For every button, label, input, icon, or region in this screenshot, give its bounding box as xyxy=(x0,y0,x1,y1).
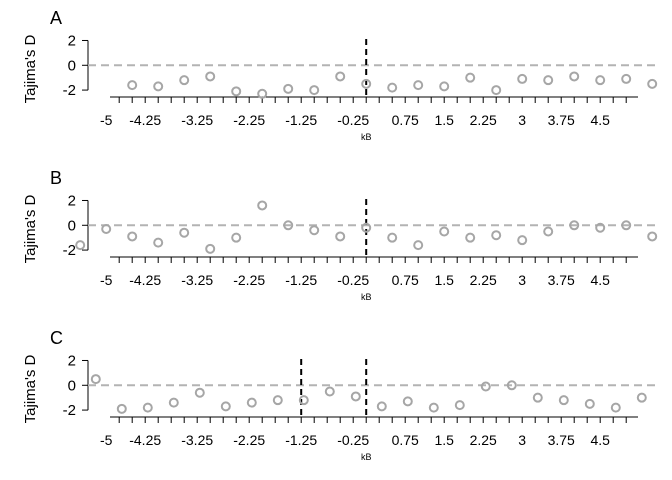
y-tick-label: 0 xyxy=(67,377,76,395)
x-tick-label: -0.25 xyxy=(337,432,370,448)
data-point xyxy=(414,241,422,249)
y-tick-label: 2 xyxy=(67,192,76,210)
x-tick-label: -2.25 xyxy=(233,112,266,128)
x-tick-label: -4.25 xyxy=(129,432,162,448)
data-point xyxy=(378,402,386,410)
data-point xyxy=(128,232,136,240)
data-point xyxy=(430,404,438,412)
x-tick-label: -2.25 xyxy=(233,432,266,448)
panel-letter: C xyxy=(50,328,63,348)
x-tick-label: 4.5 xyxy=(590,432,610,448)
y-axis-label: Tajima's D xyxy=(22,354,39,424)
x-tick-label: 1.5 xyxy=(434,112,454,128)
data-point xyxy=(404,397,412,405)
data-point xyxy=(518,75,526,83)
data-point xyxy=(222,402,230,410)
data-point xyxy=(466,234,474,242)
data-point xyxy=(232,87,240,95)
data-point xyxy=(232,234,240,242)
data-point xyxy=(492,231,500,239)
data-point xyxy=(518,236,526,244)
data-point xyxy=(326,387,334,395)
data-point xyxy=(206,72,214,80)
x-tick-label: -4.25 xyxy=(129,272,162,288)
data-point xyxy=(206,245,214,253)
data-point xyxy=(440,227,448,235)
x-tick-label: -1.25 xyxy=(285,272,318,288)
data-point xyxy=(388,84,396,92)
x-tick-label: -2.25 xyxy=(233,272,266,288)
data-point xyxy=(336,72,344,80)
y-tick-label: 2 xyxy=(67,352,76,370)
x-tick-label: 3.75 xyxy=(547,272,575,288)
data-point xyxy=(570,72,578,80)
data-point xyxy=(596,76,604,84)
data-point xyxy=(248,399,256,407)
x-tick-label: -0.25 xyxy=(337,112,370,128)
x-tick-label: 2.25 xyxy=(469,272,497,288)
data-point xyxy=(388,234,396,242)
y-tick-label: -2 xyxy=(62,82,76,100)
data-point xyxy=(648,80,656,88)
x-tick-label: -3.25 xyxy=(181,112,214,128)
y-tick-label: -2 xyxy=(62,242,76,260)
x-tick-label: -0.25 xyxy=(337,272,370,288)
panel-letter: B xyxy=(50,168,63,188)
data-point xyxy=(648,232,656,240)
data-point xyxy=(180,76,188,84)
data-point xyxy=(534,394,542,402)
data-point xyxy=(128,81,136,89)
data-point xyxy=(586,400,594,408)
x-axis-label: kB xyxy=(360,132,372,142)
data-point xyxy=(258,201,266,209)
x-tick-label: 3.75 xyxy=(547,432,575,448)
x-tick-label: -3.25 xyxy=(181,432,214,448)
x-tick-label: -5 xyxy=(99,272,113,288)
x-tick-label: 3.75 xyxy=(547,112,575,128)
data-point xyxy=(466,74,474,82)
data-point xyxy=(118,405,126,413)
data-point xyxy=(352,392,360,400)
data-point xyxy=(274,396,282,404)
y-tick-label: -2 xyxy=(62,402,76,420)
x-tick-label: 0.75 xyxy=(391,272,419,288)
x-tick-label: -5 xyxy=(99,112,113,128)
x-tick-label: 0.75 xyxy=(391,112,419,128)
y-axis-label: Tajima's D xyxy=(22,194,39,264)
data-point xyxy=(154,239,162,247)
panel-c xyxy=(22,328,660,462)
panel-b xyxy=(22,168,660,302)
data-point xyxy=(154,82,162,90)
data-point xyxy=(144,404,152,412)
data-point xyxy=(284,85,292,93)
x-tick-label: 4.5 xyxy=(590,112,610,128)
data-point xyxy=(310,226,318,234)
data-point xyxy=(482,383,490,391)
y-tick-label: 0 xyxy=(67,217,76,235)
data-point xyxy=(612,404,620,412)
data-point xyxy=(414,81,422,89)
data-point xyxy=(76,241,84,249)
panel-letter: A xyxy=(50,8,63,28)
x-tick-label: -1.25 xyxy=(285,112,318,128)
x-tick-label: 2.25 xyxy=(469,432,497,448)
x-axis-label: kB xyxy=(360,292,372,302)
data-point xyxy=(180,229,188,237)
x-tick-label: 1.5 xyxy=(434,432,454,448)
data-point xyxy=(440,82,448,90)
x-tick-label: 1.5 xyxy=(434,272,454,288)
panel-a xyxy=(22,8,660,142)
x-tick-label: 2.25 xyxy=(469,112,497,128)
data-point xyxy=(638,394,646,402)
y-axis-label: Tajima's D xyxy=(22,34,39,104)
data-point xyxy=(336,232,344,240)
data-point xyxy=(310,86,318,94)
data-point xyxy=(622,75,630,83)
data-point xyxy=(560,396,568,404)
x-tick-label: -4.25 xyxy=(129,112,162,128)
x-tick-label: -3.25 xyxy=(181,272,214,288)
data-point xyxy=(456,401,464,409)
x-tick-label: 4.5 xyxy=(590,272,610,288)
x-tick-label: -5 xyxy=(99,432,113,448)
data-point xyxy=(170,399,178,407)
data-point xyxy=(492,86,500,94)
y-tick-label: 2 xyxy=(67,32,76,50)
data-point xyxy=(544,227,552,235)
data-point xyxy=(196,389,204,397)
y-tick-label: 0 xyxy=(67,57,76,75)
data-point xyxy=(544,76,552,84)
x-tick-label: 3 xyxy=(518,432,527,448)
x-tick-label: 3 xyxy=(518,112,527,128)
x-tick-label: 3 xyxy=(518,272,527,288)
x-tick-label: 0.75 xyxy=(391,432,419,448)
data-point xyxy=(92,375,100,383)
x-tick-label: -1.25 xyxy=(285,432,318,448)
x-axis-label: kB xyxy=(360,452,372,462)
